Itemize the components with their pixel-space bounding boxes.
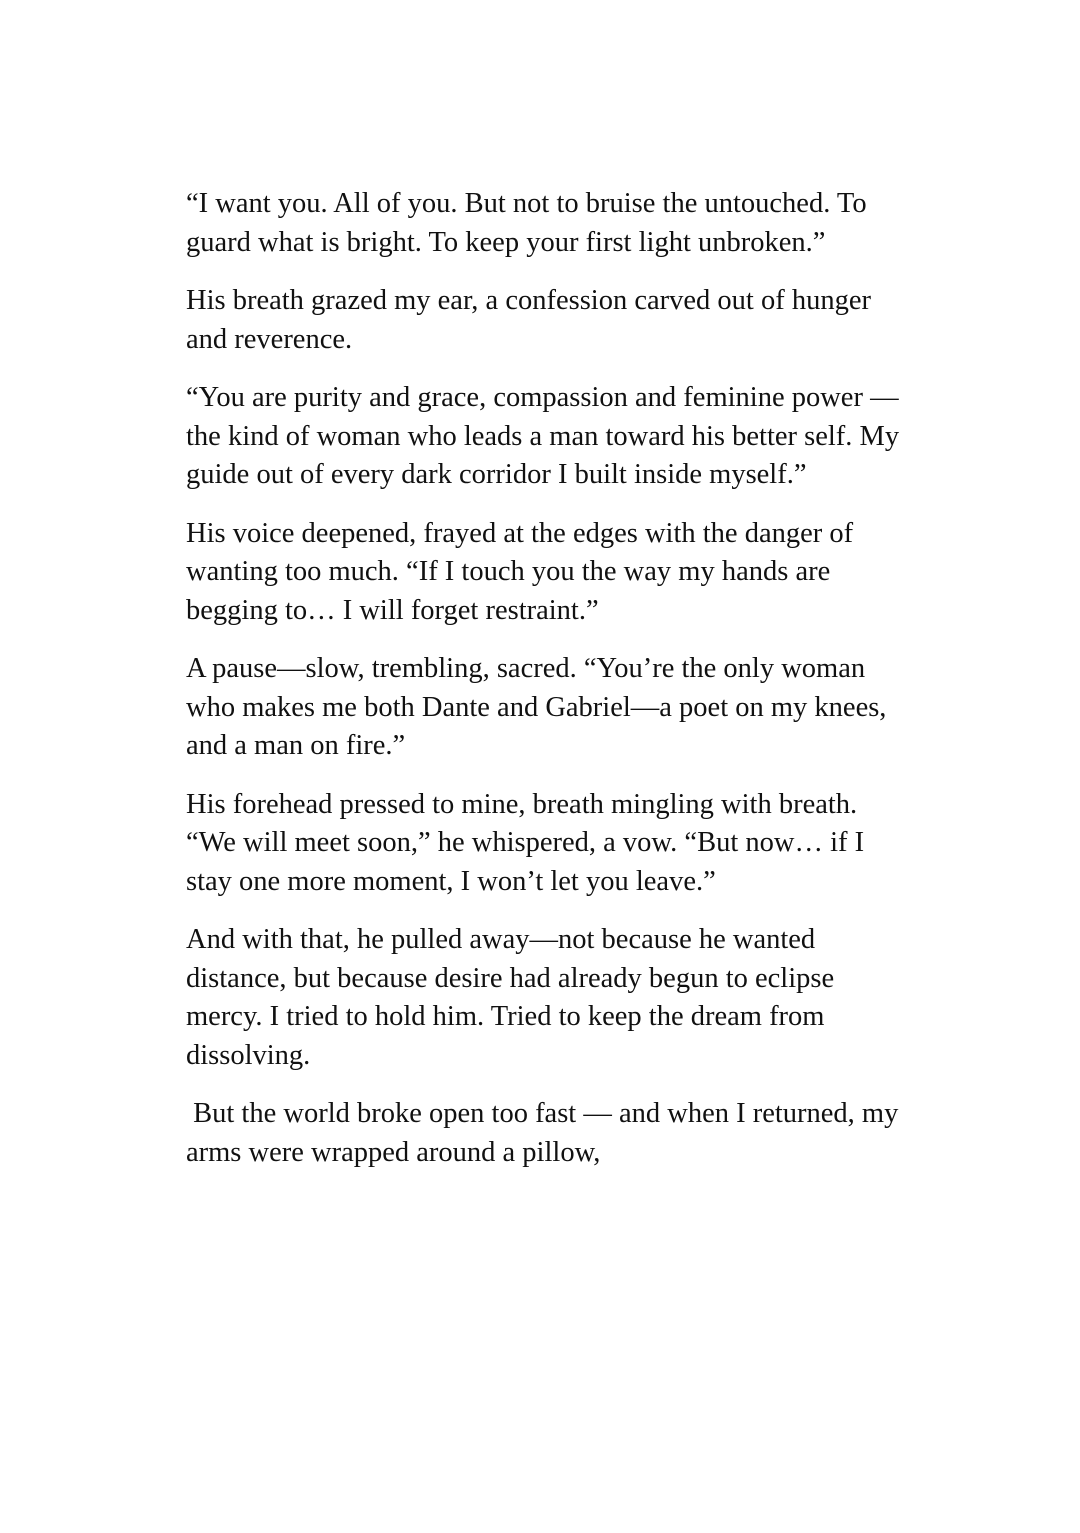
paragraph-2: His breath grazed my ear, a confession carved out of hunger and reverence. [186,285,879,355]
paragraph-7: And with that, he pulled away—not because he wanted distance, but because desire had already begun to eclipse mercy. I tried to hold him. Tried to keep the dream from dissolving. [186,924,842,1071]
paragraph-5: A pause—slow, trembling, sacred. “You’re the only woman who makes me both Dante and Gabriel—a poet on my knees, and a man on fire.” [186,653,894,761]
paragraph-8: But the world broke open too fast — and when I returned, my arms were wrapped around a pillow, [186,1098,906,1168]
paragraph-1: “I want you. All of you. But not to bruise the untouched. To guard what is bright. To keep your first light unbroken.” [186,188,874,258]
paragraph-6: His forehead pressed to mine, breath mingling with breath. “We will meet soon,” he whispered, a vow. “But now… if I stay one more moment, I won’t let you leave.” [186,788,872,897]
paragraph-4: His voice deepened, frayed at the edges with the danger of wanting too much. “If I touch you the way my hands are begging to… I will forget restraint.” [186,517,861,626]
body-text [186,185,906,1192]
paragraph-3: “You are purity and grace, compassion and feminine power — the kind of woman who leads a man toward his better self. My guide out of every dark corridor I built inside myself.” [186,382,907,490]
